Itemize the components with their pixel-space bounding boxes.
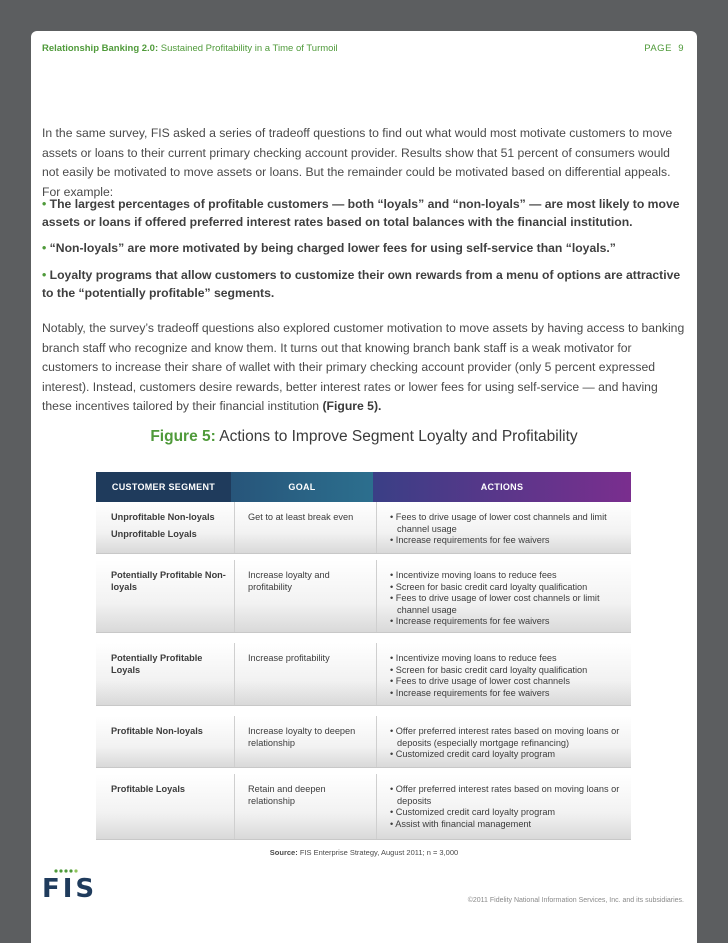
segment-cell: Potentially Profitable Loyals [111,653,203,675]
action-item: • Incentivize moving loans to reduce fees [390,653,557,663]
bullet-dot: • [42,241,47,255]
actions-cell [390,726,625,761]
goal-cell: Retain and deepen relationship [248,784,326,806]
bullet-item [42,195,688,231]
bullet-dot: • [42,197,47,211]
fis-logo [42,867,112,901]
goal-cell: Increase loyalty and profitability [248,570,330,592]
copyright-notice: ©2011 Fidelity National Information Services, Inc. and its subsidiaries. [467,897,684,904]
action-item: • Fees to drive usage of lower cost channels [390,676,570,686]
logo-text: FIS [42,874,98,901]
page-label: PAGE [644,43,672,54]
goal-cell: Increase loyalty to deepen relationship [248,726,356,748]
segment-cell: Profitable Non-loyals [111,726,203,736]
goal-cell: Get to at least break even [248,512,354,522]
document-page [31,31,697,943]
bullet-text: Loyalty programs that allow customers to customize their own rewards from a menu of options are attractive to the “potentially profitable” segments. [42,268,681,300]
action-item: • Incentivize moving loans to reduce fees [390,570,557,580]
figure-reference: (Figure 5). [322,399,382,413]
action-item: • Increase requirements for fee waivers [390,687,550,698]
actions-cell [390,570,625,628]
action-item: • Fees to drive usage of lower cost channels or limit channel usage [390,593,600,615]
action-item: • Customized credit card loyalty program [390,749,556,759]
bullet-item [42,266,688,302]
page-number: 9 [678,43,684,54]
action-item: • Increase requirements for fee waivers [390,535,550,545]
bullet-text: “Non-loyals” are more motivated by being charged lower fees for using self-service than “loyals.” [49,241,616,255]
column-header-actions: ACTIONS [373,472,631,502]
actions-cell [390,784,625,830]
bullet-text: The largest percentages of profitable customers — both “loyals” and “non-loyals” — are most likely to move assets or loans if offered preferred interest rates based on total balances with the financial institution. [42,197,680,229]
segment-cell: Profitable Loyals [111,784,186,794]
actions-cell [390,512,625,547]
action-item: • Assist with financial management [390,818,532,829]
table-row [96,716,631,768]
action-item: • Increase requirements for fee waivers [390,616,550,626]
action-item: • Screen for basic credit card loyalty qualification [390,581,588,592]
figure-label: Figure 5: [150,428,216,445]
actions-cell [390,653,625,699]
body-paragraph [42,319,688,417]
bullet-item [42,239,688,257]
table-row [96,502,631,554]
paragraph-text: Notably, the survey’s tradeoff questions also explored customer motivation to move assets by having access to banking branch staff who recognize and know them. It turns out that knowing branch bank staff is a weak motivator for customers to increase their share of wallet with their primary checking account provider (only 5 percent expressed interest). Instead, customers desire rewards, better interest rates or lower fees for using self-service — and having these incentives tailored by their financial institution [42,321,685,413]
source-label: Source: [269,848,298,857]
intro-paragraph: In the same survey, FIS asked a series of tradeoff questions to find out what would most motivate customers to move assets or loans to their current primary checking account provider. Results show that 51 percent of consumers would not easily be motivated to move assets or loans. But the remainder could be motivated based on differential appeals. For example: [42,126,673,199]
table-row [96,560,631,633]
running-header [42,43,684,54]
goal-cell: Increase profitability [248,653,330,663]
source-text: FIS Enterprise Strategy, August 2011; n = 3,000 [299,848,459,857]
page-number-label [644,43,684,54]
figure-title [31,428,697,446]
segment-cell: Potentially Profitable Non-loyals [111,570,226,592]
segment-name: Unprofitable Loyals [111,528,197,539]
table-row [96,774,631,840]
action-item: • Screen for basic credit card loyalty qualification [390,664,588,675]
figure-source [31,848,697,857]
column-header-goal: GOAL [231,472,373,502]
doc-title-bold: Relationship Banking 2.0: [42,43,159,54]
segment-cell [111,512,231,540]
bullet-dot: • [42,268,47,282]
table-row [96,643,631,706]
segment-name: Unprofitable Non-loyals [111,512,215,522]
figure-title-text: Actions to Improve Segment Loyalty and Profitability [219,428,578,445]
column-header-segment: CUSTOMER SEGMENT [96,472,231,502]
action-item: • Offer preferred interest rates based on moving loans or deposits [390,784,620,806]
doc-title: Sustained Profitability in a Time of Turmoil [160,43,338,54]
action-item: • Fees to drive usage of lower cost channels and limit channel usage [390,512,607,534]
action-item: • Customized credit card loyalty program [390,807,556,817]
action-item: • Offer preferred interest rates based on moving loans or deposits (especially mortgage refinancing) [390,726,620,748]
